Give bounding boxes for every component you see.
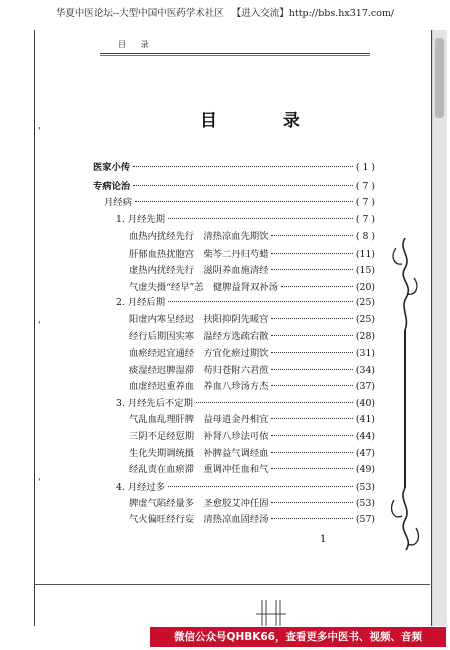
toc-entry-label: 经行后期因实寒 温经方选疏宕散 — [129, 331, 269, 342]
dot-leader — [133, 166, 353, 167]
toc-entry[interactable] — [129, 447, 375, 461]
site-name: 华夏中医论坛--大型中国中医药学术社区 — [55, 8, 224, 19]
dot-leader — [135, 201, 353, 202]
dot-leader — [271, 269, 352, 270]
toc-entry[interactable] — [129, 313, 375, 327]
toc-entry-page: (34) — [355, 365, 375, 376]
toc-entry-label: 3. 月经先后不定期 — [116, 398, 193, 409]
promo-banner[interactable]: 微信公众号QHBK66，查看更多中医书、视频、音频 — [150, 627, 446, 647]
scrollbar[interactable] — [432, 30, 447, 626]
toc-entry[interactable] — [129, 463, 375, 477]
toc-entry[interactable] — [129, 281, 375, 295]
toc-entry[interactable] — [129, 430, 375, 444]
toc-entry-page: (25) — [355, 297, 375, 308]
toc-entry-page: (28) — [355, 331, 375, 342]
margin-mark: ' — [38, 478, 41, 488]
toc-entry-label: 气乱血乱理肝脾 益母逍金丹相宜 — [129, 414, 269, 425]
toc-entry[interactable] — [129, 364, 375, 378]
toc-entry-label: 月经病 — [104, 197, 132, 208]
toc-entry[interactable] — [129, 264, 375, 278]
toc-entry[interactable] — [129, 347, 375, 361]
toc-entry-label: 医家小传 — [93, 162, 131, 173]
toc-entry-page: (31) — [355, 348, 375, 359]
toc-entry[interactable] — [104, 196, 375, 210]
toc-entry[interactable] — [116, 296, 375, 310]
toc-entry-page: (44) — [355, 431, 375, 442]
toc-entry-label: 1. 月经先期 — [116, 214, 166, 225]
toc-entry[interactable] — [116, 481, 375, 495]
dot-leader — [271, 468, 352, 469]
toc-entry-page: (49) — [355, 464, 375, 475]
scrollbar-thumb[interactable] — [435, 38, 444, 118]
toc-entry-page: (15) — [355, 265, 375, 276]
toc-entry-label: 血瘀经迟宜通经 方宜化瘀过期饮 — [129, 348, 269, 359]
bottom-strip — [34, 584, 430, 627]
toc-entry-label: 虚热内扰经先行 滋阴养血施清经 — [129, 265, 269, 276]
toc-entry-label: 专病论治 — [93, 181, 131, 192]
toc-entry-label: 血虚经迟重养血 养血八珍汤方杰 — [129, 381, 269, 392]
toc-entry[interactable] — [129, 230, 375, 244]
toc-entry-label: 气虚失摄“经早”恙 健脾益肾双补汤 — [129, 282, 278, 293]
toc-entry-label: 三阴不足经愆期 补肾八珍法可依 — [129, 431, 269, 442]
toc-entry[interactable] — [129, 513, 375, 527]
dot-leader — [281, 286, 353, 287]
toc-entry-page: (53) — [355, 498, 375, 509]
toc-entry[interactable] — [129, 248, 375, 262]
toc-entry-label: 经乱责在血瘀滞 重调冲任血和气 — [129, 464, 269, 475]
dot-leader — [271, 318, 352, 319]
dot-leader — [271, 385, 352, 386]
toc-entry[interactable] — [129, 413, 375, 427]
toc-entry-label: 肝郁血热扰胞宫 柴芩二丹归芍蜡 — [129, 249, 269, 260]
toc-entry-page: (57) — [355, 514, 375, 525]
toc-entry-page: (47) — [355, 448, 375, 459]
toc-entry-page: (20) — [355, 282, 375, 293]
dot-leader — [271, 452, 352, 453]
dot-leader — [196, 402, 353, 403]
dot-leader — [271, 502, 352, 503]
toc-entry-label: 痰湿经迟脾湿滞 苟归苍附六君煎 — [129, 365, 269, 376]
margin-mark: ' — [38, 127, 41, 137]
margin-mark: ' — [38, 321, 41, 331]
dot-leader — [271, 253, 352, 254]
binding-lines-icon — [256, 600, 286, 626]
toc-entry[interactable] — [129, 497, 375, 511]
toc-entry[interactable] — [129, 380, 375, 394]
toc-entry-page: ( 8 ) — [355, 231, 375, 242]
toc-entry-label: 气火偏旺经行妄 清热凉血固经汤 — [129, 514, 269, 525]
toc-entry-label: 4. 月经过多 — [116, 482, 166, 493]
toc-entry-page: (40) — [355, 398, 375, 409]
toc-entry-page: ( 1 ) — [355, 162, 375, 173]
toc-entry[interactable] — [116, 397, 375, 411]
dot-leader — [271, 518, 352, 519]
dot-leader — [168, 486, 353, 487]
dot-leader — [168, 301, 353, 302]
header-rule-secondary — [100, 55, 370, 56]
toc-entry-label: 脾虚气陷经量多 圣愈胶艾冲任固 — [129, 498, 269, 509]
toc-entry-page: (37) — [355, 381, 375, 392]
toc-entry-page: (25) — [355, 314, 375, 325]
toc-entry-label: 血热内扰经先行 清热凉血先期饮 — [129, 231, 269, 242]
dot-leader — [271, 235, 352, 236]
toc-entry-page: (53) — [355, 482, 375, 493]
page-title: 目 录 — [200, 111, 330, 131]
header-bar — [0, 0, 450, 28]
forum-link[interactable]: 【进入交流】http://bbs.hx317.com/ — [231, 8, 395, 19]
header-rule — [100, 53, 370, 54]
toc-entry[interactable] — [129, 330, 375, 344]
toc-entry-page: (11) — [355, 249, 375, 260]
page-number: 1 — [320, 534, 327, 545]
toc-entry-page: ( 7 ) — [355, 181, 375, 192]
toc-entry-page: ( 7 ) — [355, 214, 375, 225]
dot-leader — [271, 369, 352, 370]
toc-entry-page: ( 7 ) — [355, 197, 375, 208]
toc-entry[interactable] — [93, 180, 375, 194]
toc-entry[interactable] — [93, 161, 375, 175]
dot-leader — [168, 218, 353, 219]
running-head: 目 录 — [118, 40, 155, 49]
dot-leader — [271, 335, 352, 336]
ornament-icon — [388, 238, 422, 558]
dot-leader — [271, 418, 352, 419]
dot-leader — [271, 435, 352, 436]
toc-entry-label: 阳虚内寒呈经迟 扶阳抑阴先暖宫 — [129, 314, 269, 325]
dot-leader — [133, 185, 353, 186]
toc-entry-label: 2. 月经后期 — [116, 297, 166, 308]
toc-entry-page: (41) — [355, 414, 375, 425]
dot-leader — [271, 352, 352, 353]
toc-entry-label: 生化失期调统摄 补脾益气调经血 — [129, 448, 269, 459]
toc-entry[interactable] — [116, 213, 375, 227]
